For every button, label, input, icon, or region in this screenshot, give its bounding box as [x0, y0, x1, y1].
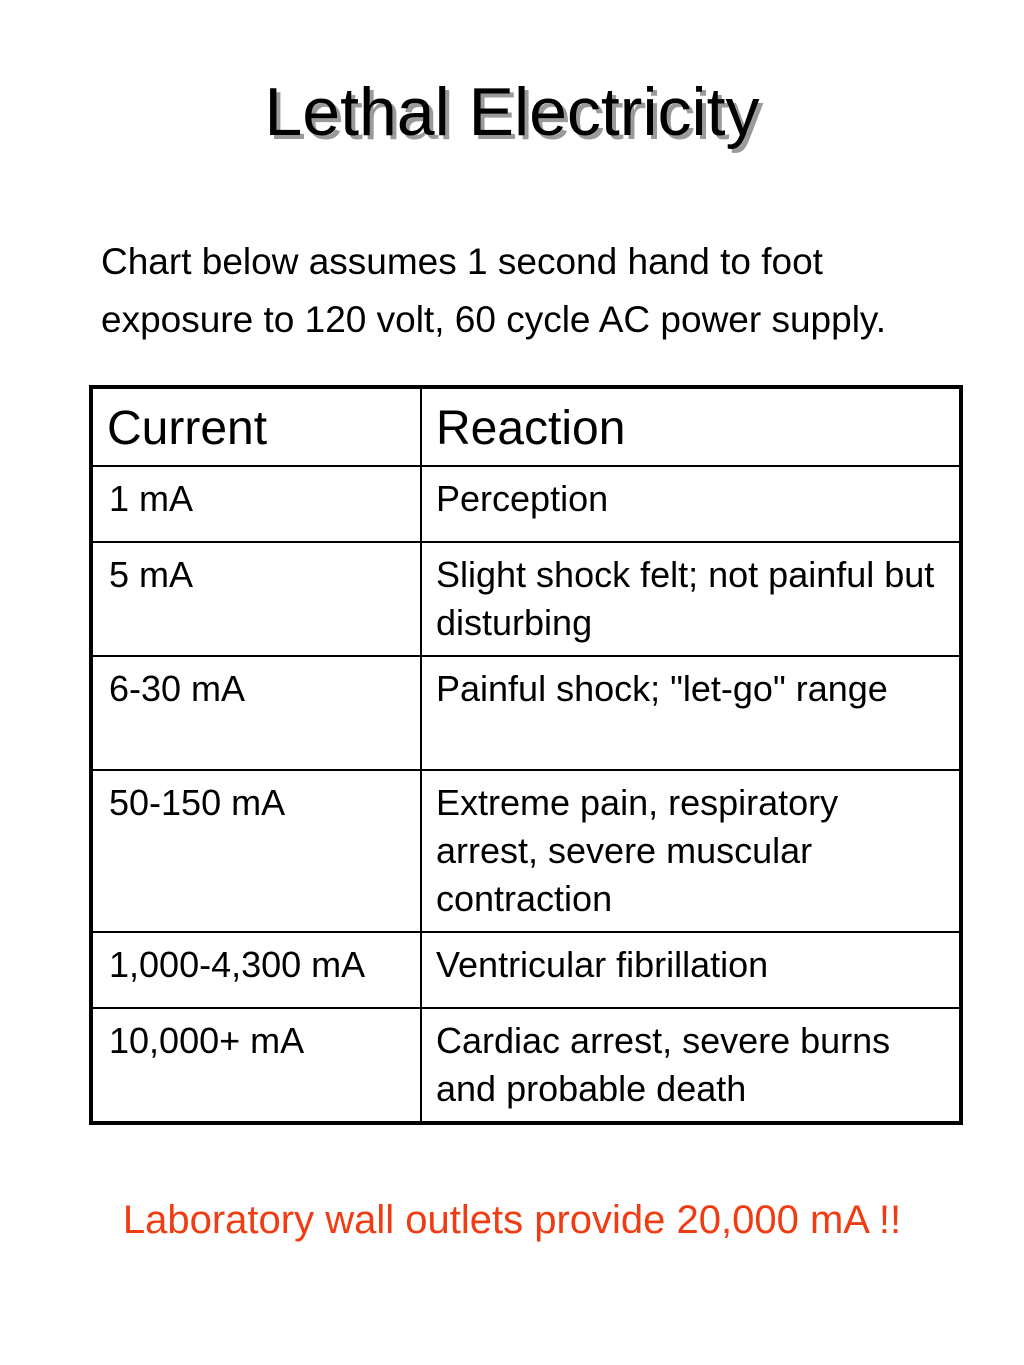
cell-reaction: Cardiac arrest, severe burns and probable death [421, 1008, 961, 1123]
current-reaction-table-container [89, 385, 959, 1125]
table-row [91, 1008, 961, 1123]
outlet-warning-note: Laboratory wall outlets provide 20,000 mA !! [122, 1198, 902, 1242]
header-reaction: Reaction [421, 387, 961, 466]
table-row [91, 466, 961, 542]
cell-current: 10,000+ mA [91, 1008, 421, 1123]
intro-line-2: exposure to 120 volt, 60 cycle AC power supply. [101, 299, 886, 340]
cell-current: 1,000-4,300 mA [91, 932, 421, 1008]
cell-reaction: Slight shock felt; not painful but disturbing [421, 542, 961, 656]
table-row [91, 770, 961, 932]
cell-reaction: Ventricular fibrillation [421, 932, 961, 1008]
table-row [91, 656, 961, 770]
cell-reaction: Painful shock; "let-go" range [421, 656, 961, 770]
page-title: Lethal Electricity [264, 74, 760, 150]
current-reaction-table [89, 385, 963, 1125]
cell-current: 5 mA [91, 542, 421, 656]
table-row [91, 932, 961, 1008]
cell-reaction: Perception [421, 466, 961, 542]
cell-reaction: Extreme pain, respiratory arrest, severe muscular contraction [421, 770, 961, 932]
cell-current: 6-30 mA [91, 656, 421, 770]
table-row [91, 542, 961, 656]
intro-text [101, 233, 981, 349]
cell-current: 50-150 mA [91, 770, 421, 932]
table-header-row [91, 387, 961, 466]
header-current: Current [91, 387, 421, 466]
cell-current: 1 mA [91, 466, 421, 542]
intro-line-1: Chart below assumes 1 second hand to foot [101, 241, 823, 282]
